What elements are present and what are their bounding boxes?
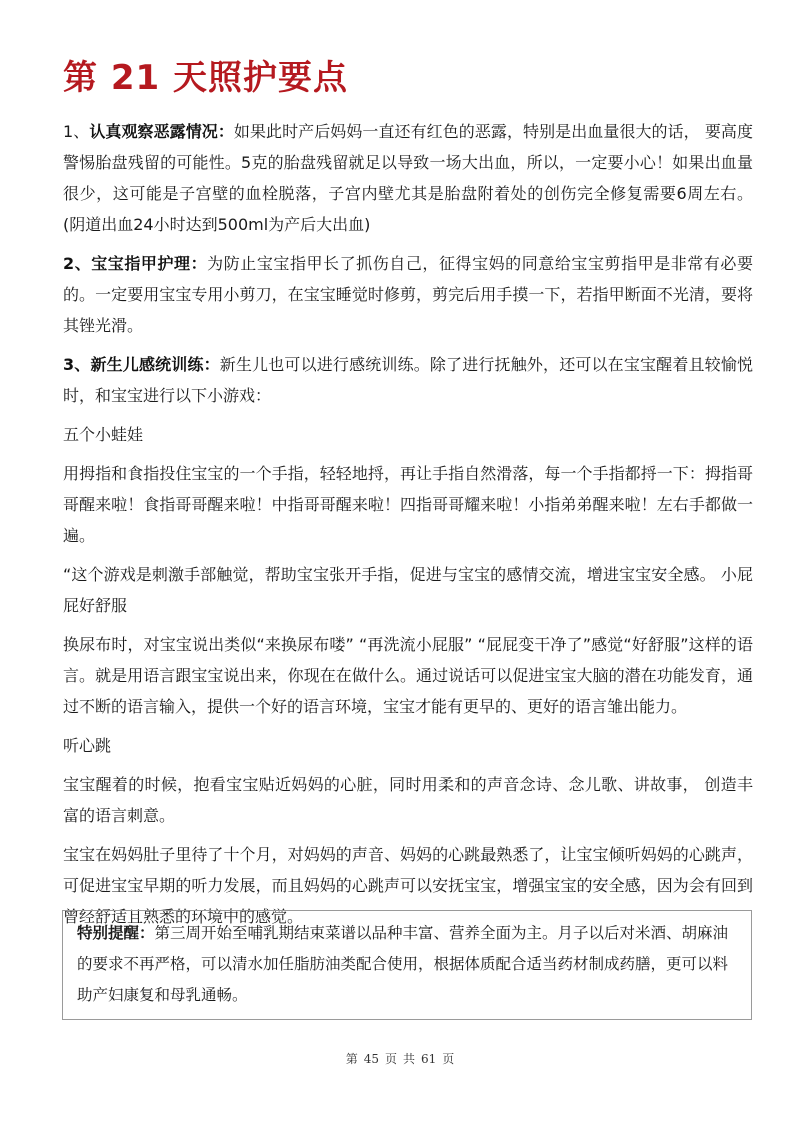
special-reminder-text: 第三周开始至哺乳期结束菜谱以品种丰富、营养全面为主。月子以后对米酒、胡麻油的要求不再严格，可以清水加任脂肪油类配合使用，根据体质配合适当药材制成药膳，更可以料助产妇康复和母乳通畅。 xyxy=(77,924,729,1004)
footer-total-word: 共 xyxy=(403,1052,416,1066)
section-1 xyxy=(63,116,753,240)
section-2 xyxy=(63,248,753,341)
game-2-text: 换尿布时，对宝宝说出类似“来换尿布喽” “再洗流小屁服” “屁屁变干净了”感觉“好舒服”这样的语言。就是用语言跟宝宝说出来，你现在在做什么。通过说话可以促进宝宝大脑的潜在功能发育，通过不断的语言输入，提供一个好的语言环境，宝宝才能有更早的、更好的语言雏出能力。 xyxy=(63,635,753,716)
section-2-number: 2、 xyxy=(63,254,92,273)
special-reminder-box xyxy=(62,910,752,1020)
game-3-title: 听心跳 xyxy=(63,736,112,755)
section-3-heading: 新生儿感统训练： xyxy=(90,355,220,374)
section-3-number: 3、 xyxy=(63,355,91,374)
special-reminder-label: 特别提醒： xyxy=(77,924,155,942)
game-1-note: “这个游戏是刺激手部触觉，帮助宝宝张开手指，促进与宝宝的感情交流，增进宝宝安全感。 小屁屁好舒服 xyxy=(63,565,753,615)
page-footer xyxy=(0,1050,800,1067)
footer-prefix: 第 xyxy=(345,1052,358,1066)
footer-page-word: 页 xyxy=(384,1052,397,1066)
section-3 xyxy=(63,349,753,411)
section-2-heading: 宝宝指甲护理： xyxy=(91,254,208,273)
game-1-text: 用拇指和食指投住宝宝的一个手指，轻轻地捋，再让手指自然滑落，每一个手指都捋一下：拇指哥哥醒来啦！食指哥哥醒来啦！中指哥哥醒来啦！四指哥哥耀来啦！小指弟弟醒来啦！左右手都做一遍。 xyxy=(63,464,753,545)
footer-suffix: 页 xyxy=(442,1052,455,1066)
section-2-text: 为防止宝宝指甲长了抓伤自己，征得宝妈的同意给宝宝剪指甲是非常有必要的。一定要用宝宝专用小剪刀，在宝宝睡觉时修剪，剪完后用手摸一下，若指甲断面不光清，要将其锉光滑。 xyxy=(63,254,753,335)
article-body xyxy=(63,116,753,940)
game-3-text-1: 宝宝醒着的时候，抱看宝宝贴近妈妈的心脏，同时用柔和的声音念诗、念儿歌、讲故事， 创造丰富的语言刺意。 xyxy=(63,775,753,825)
game-3-text-2: 宝宝在妈妈肚子里待了十个月，对妈妈的声音、妈妈的心跳最熟悉了，让宝宝倾听妈妈的心跳声，可促进宝宝早期的听力发展，而且妈妈的心跳声可以安抚宝宝，增强宝宝的安全感，因为会有回到曾经舒适且熟悉的环境中的感觉。 xyxy=(63,845,753,926)
game-1-title: 五个小蛙娃 xyxy=(63,425,144,444)
section-1-number: 1、 xyxy=(63,122,90,141)
section-3-text: 新生儿也可以进行感统训练。除了进行抚触外，还可以在宝宝醒着且较愉悦时，和宝宝进行以下小游戏： xyxy=(63,355,753,405)
page-number: 45 xyxy=(363,1052,379,1066)
page-title: 第 21 天照护要点 xyxy=(63,58,348,98)
section-1-text: 如果此时产后妈妈一直还有红色的恶露，特别是出血量很大的话， 要高度警惕胎盘残留的可能性。5克的胎盘残留就足以导致一场大出血，所以，一定要小心！如果出血量很少，这可能是子宫壁的血栓脱落，子宫内壁尤其是胎盘附着处的创伤完全修复需要6周左右。 (阴道出血24小时达到500ml为产后大出血) xyxy=(63,122,753,234)
section-1-heading: 认真观察恶露情况： xyxy=(89,122,234,141)
total-pages: 61 xyxy=(421,1052,437,1066)
